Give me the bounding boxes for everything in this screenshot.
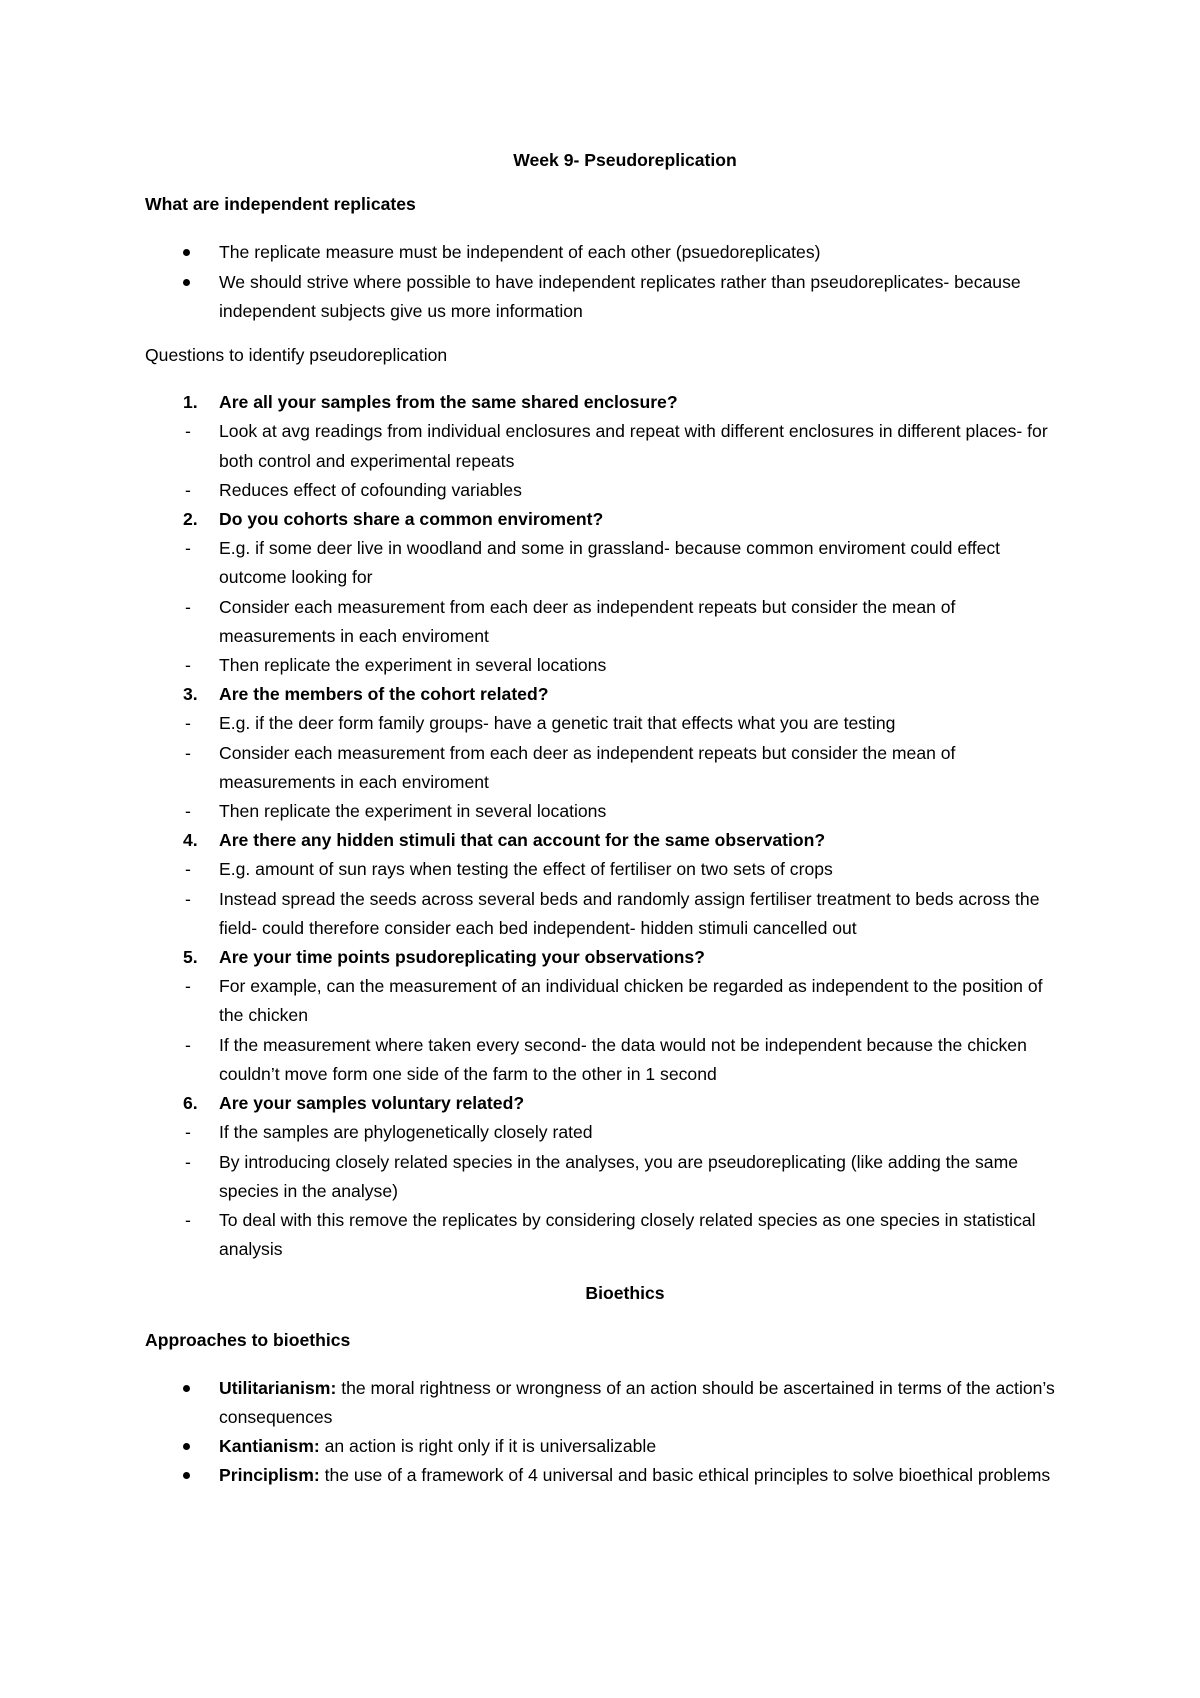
- question-text: Are the members of the cohort related?: [219, 684, 549, 705]
- term-definition: the use of a framework of 4 universal and basic ethical principles to solve bioethical problems: [319, 1465, 1051, 1486]
- question-item: [145, 388, 1065, 417]
- point-text: Reduces effect of cofounding variables: [219, 479, 522, 500]
- bullet-item: [145, 1374, 1065, 1432]
- term-definition: an action is right only if it is universalizable: [319, 1436, 657, 1457]
- bullet-text: We should strive where possible to have independent replicates rather than pseudoreplicates- because independent subjects give us more information: [219, 271, 1021, 321]
- question-text: Are your time points psudoreplicating your observations?: [219, 947, 705, 968]
- question-item: [145, 505, 1065, 534]
- question-list: [145, 388, 1065, 1264]
- dash-icon: -: [185, 1122, 191, 1143]
- question-point: [145, 885, 1065, 943]
- dash-icon: -: [185, 1209, 191, 1230]
- bullet-item: [145, 1432, 1065, 1461]
- point-text: To deal with this remove the replicates by considering closely related species as one species in statistical analysis: [219, 1209, 1036, 1260]
- question-number: 1.: [183, 392, 198, 413]
- point-text: E.g. if some deer live in woodland and some in grassland- because common enviroment could effect outcome looking for: [219, 538, 1001, 588]
- dash-icon: -: [185, 888, 191, 909]
- question-point: [145, 797, 1065, 826]
- bullet-list-approaches: [145, 1374, 1065, 1491]
- term-definition: the moral rightness or wrongness of an action should be ascertained in terms of the action’s consequences: [219, 1377, 1055, 1427]
- point-text: Consider each measurement from each deer as independent repeats but consider the mean of measurements in each enviroment: [219, 742, 956, 792]
- point-text: For example, can the measurement of an individual chicken be regarded as independent to the position of the chicken: [219, 976, 1043, 1026]
- question-point: [145, 1148, 1065, 1206]
- question-point: [145, 855, 1065, 884]
- bullet-item: [145, 238, 1065, 267]
- question-point: [145, 593, 1065, 651]
- question-item: [145, 826, 1065, 855]
- question-number: 5.: [183, 947, 198, 968]
- point-text: E.g. if the deer form family groups- have a genetic trait that effects what you are testing: [219, 713, 896, 734]
- point-text: Then replicate the experiment in several locations: [219, 655, 607, 676]
- dash-icon: -: [185, 596, 191, 617]
- section-heading-questions: Questions to identify pseudoreplication: [145, 345, 448, 366]
- dash-icon: -: [185, 421, 191, 442]
- question-text: Are there any hidden stimuli that can account for the same observation?: [219, 830, 826, 851]
- question-item: [145, 1089, 1065, 1118]
- section-heading-independent-replicates: What are independent replicates: [145, 194, 416, 215]
- question-point: [145, 1031, 1065, 1089]
- question-text: Are all your samples from the same shared enclosure?: [219, 392, 678, 413]
- bullet-icon: [183, 1385, 190, 1392]
- dash-icon: -: [185, 1151, 191, 1172]
- question-text: Are your samples voluntary related?: [219, 1093, 525, 1114]
- point-text: If the samples are phylogenetically closely rated: [219, 1122, 593, 1143]
- bullet-item: [145, 268, 1065, 326]
- question-point: [145, 417, 1065, 475]
- dash-icon: -: [185, 538, 191, 559]
- document-content: [145, 146, 1065, 1491]
- term-label: Kantianism:: [219, 1436, 320, 1457]
- bullet-icon: [183, 249, 190, 256]
- point-text: E.g. amount of sun rays when testing the effect of fertiliser on two sets of crops: [219, 859, 833, 880]
- page-title: Week 9- Pseudoreplication: [513, 150, 737, 170]
- question-text: Do you cohorts share a common enviroment?: [219, 509, 604, 530]
- question-point: [145, 651, 1065, 680]
- point-text: By introducing closely related species in the analyses, you are pseudoreplicating (like adding the same species in the analyse): [219, 1151, 1019, 1201]
- point-text: Then replicate the experiment in several locations: [219, 801, 607, 822]
- bullet-icon: [183, 1443, 190, 1450]
- dash-icon: -: [185, 742, 191, 763]
- question-number: 2.: [183, 509, 198, 530]
- term-label: Utilitarianism:: [219, 1377, 337, 1398]
- question-point: [145, 1206, 1065, 1264]
- question-point: [145, 534, 1065, 592]
- section-title-bioethics: Bioethics: [585, 1283, 665, 1304]
- dash-icon: -: [185, 859, 191, 880]
- dash-icon: -: [185, 976, 191, 997]
- question-point: [145, 1118, 1065, 1147]
- question-point: [145, 739, 1065, 797]
- question-point: [145, 972, 1065, 1030]
- term-label: Principlism:: [219, 1465, 320, 1486]
- bullet-item: [145, 1461, 1065, 1490]
- point-text: Look at avg readings from individual enclosures and repeat with different enclosures in different places- for both control and experimental repeats: [219, 421, 1048, 471]
- dash-icon: -: [185, 1034, 191, 1055]
- point-text: Consider each measurement from each deer as independent repeats but consider the mean of measurements in each enviroment: [219, 596, 956, 646]
- question-number: 3.: [183, 684, 198, 705]
- bullet-text: The replicate measure must be independent of each other (psuedoreplicates): [219, 242, 821, 263]
- question-number: 4.: [183, 830, 198, 851]
- dash-icon: -: [185, 479, 191, 500]
- point-text: If the measurement where taken every second- the data would not be independent because the chicken couldn’t move form one side of the farm to the other in 1 second: [219, 1034, 1027, 1084]
- dash-icon: -: [185, 801, 191, 822]
- point-text: Instead spread the seeds across several beds and randomly assign fertiliser treatment to beds across the field- could therefore consider each bed independent- hidden stimuli cancelled out: [219, 888, 1040, 938]
- dash-icon: -: [185, 713, 191, 734]
- section-heading-approaches: Approaches to bioethics: [145, 1329, 351, 1350]
- question-item: [145, 680, 1065, 709]
- question-number: 6.: [183, 1093, 198, 1114]
- dash-icon: -: [185, 655, 191, 676]
- bullet-icon: [183, 1472, 190, 1479]
- question-item: [145, 943, 1065, 972]
- question-point: [145, 476, 1065, 505]
- question-point: [145, 709, 1065, 738]
- bullet-icon: [183, 279, 190, 286]
- bullet-list-independent-replicates: [145, 238, 1065, 326]
